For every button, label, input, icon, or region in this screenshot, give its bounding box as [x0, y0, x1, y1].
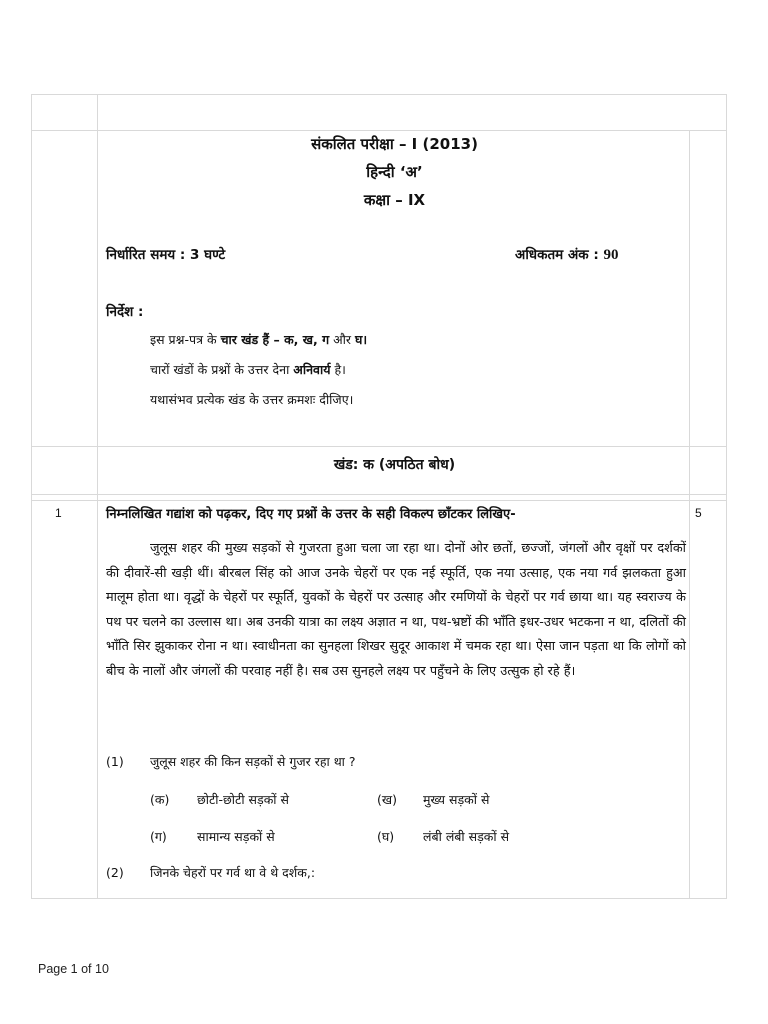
table-border-left [31, 94, 32, 899]
instruction-line-2 [150, 361, 346, 378]
table-column-divider [689, 130, 690, 899]
option-label: (घ) [377, 829, 395, 844]
question-heading: निम्नलिखित गद्यांश को पढ़कर, दिए गए प्रश्नों के उत्तर के सही विकल्प छाँटकर लिखिए- [106, 507, 516, 522]
instruction-text: है। [330, 362, 346, 377]
option-text: मुख्य सड़कों से [423, 792, 490, 807]
max-marks-label: अधिकतम अंक : [515, 247, 604, 263]
table-border-right [726, 94, 727, 899]
option-label: (ख) [377, 792, 397, 807]
subject-title: हिन्दी ‘अ’ [366, 163, 423, 181]
page-number: Page 1 of 10 [38, 962, 109, 976]
subquestion-text: जिनके चेहरों पर गर्व था वे थे दर्शक,: [150, 865, 316, 880]
subquestion-number: (2) [106, 865, 124, 880]
question-marks: 5 [695, 506, 702, 520]
time-allowed: निर्धारित समय : 3 घण्टे [106, 247, 226, 263]
option-text: सामान्य सड़कों से [197, 829, 275, 844]
option-label: (ग) [150, 829, 167, 844]
option-text: छोटी-छोटी सड़कों से [197, 792, 289, 807]
exam-title: संकलित परीक्षा – I (2013) [311, 135, 478, 153]
max-marks [515, 245, 618, 264]
table-row-divider [31, 500, 727, 501]
option-text: लंबी लंबी सड़कों से [423, 829, 510, 844]
instruction-line-3: यथासंभव प्रत्येक खंड के उत्तर क्रमशः दीजिए। [150, 392, 354, 407]
table-column-divider [97, 94, 98, 899]
section-title: खंड: क (अपठित बोध) [333, 457, 456, 473]
subquestion-text: जुलूस शहर की किन सड़कों से गुजर रहा था ? [150, 754, 356, 769]
comprehension-passage: जुलूस शहर की मुख्य सड़कों से गुजरता हुआ चला जा रहा था। दोनों ओर छतों, छज्जों, जंगलों और वृक्षों पर दर्शकों की दीवारें-सी खड़ी थीं। बीरबल सिंह को आज उनके चेहरों पर एक नई स्फूर्ति, एक नया उत्साह, एक नया गर्व झलकता हुआ मालूम होता था। वृद्धों के चेहरों पर स्फूर्ति, युवकों के चेहरों पर उत्साह और रमणियों के चेहरों पर गर्व छाया था। यह स्वराज्य के पथ पर चलने का उल्लास था। अब उनकी यात्रा का लक्ष्य अज्ञात न था, पथ-भ्रष्टों की भाँति इधर-उधर भटकना न था, दलितों की भाँति सिर झुकाकर रोना न था। स्वाधीनता का सुनहला शिखर सुदूर आकाश में चमक रहा था। ऐसा जान पड़ता था कि लोगों को बीच के नालों और जंगलों की परवाह नहीं है। सब उस सुनहले लक्ष्य पर पहुँचने के लिए उत्सुक हो रहे हैं। [106, 541, 686, 679]
table-border-bottom [31, 898, 727, 899]
instruction-bold: चार खंड हैं – क, ख, ग [220, 332, 330, 347]
instruction-line-1 [150, 331, 367, 348]
instruction-bold: अनिवार्य [293, 362, 331, 377]
class-title: कक्षा – IX [363, 191, 426, 209]
instruction-bold: घ। [355, 332, 368, 347]
option-label: (क) [150, 792, 170, 807]
instruction-text: और [329, 332, 355, 347]
instruction-text: इस प्रश्न-पत्र के [150, 332, 221, 347]
max-marks-value: 90 [603, 247, 619, 263]
table-row-divider [31, 446, 727, 447]
instruction-text: चारों खंडों के प्रश्नों के उत्तर देना [150, 362, 294, 377]
table-border-top [31, 94, 727, 95]
subquestion-number: (1) [106, 754, 124, 769]
table-row-divider [31, 130, 727, 131]
instructions-heading: निर्देश : [106, 304, 144, 320]
table-row-divider [31, 494, 727, 495]
question-number: 1 [55, 506, 62, 520]
